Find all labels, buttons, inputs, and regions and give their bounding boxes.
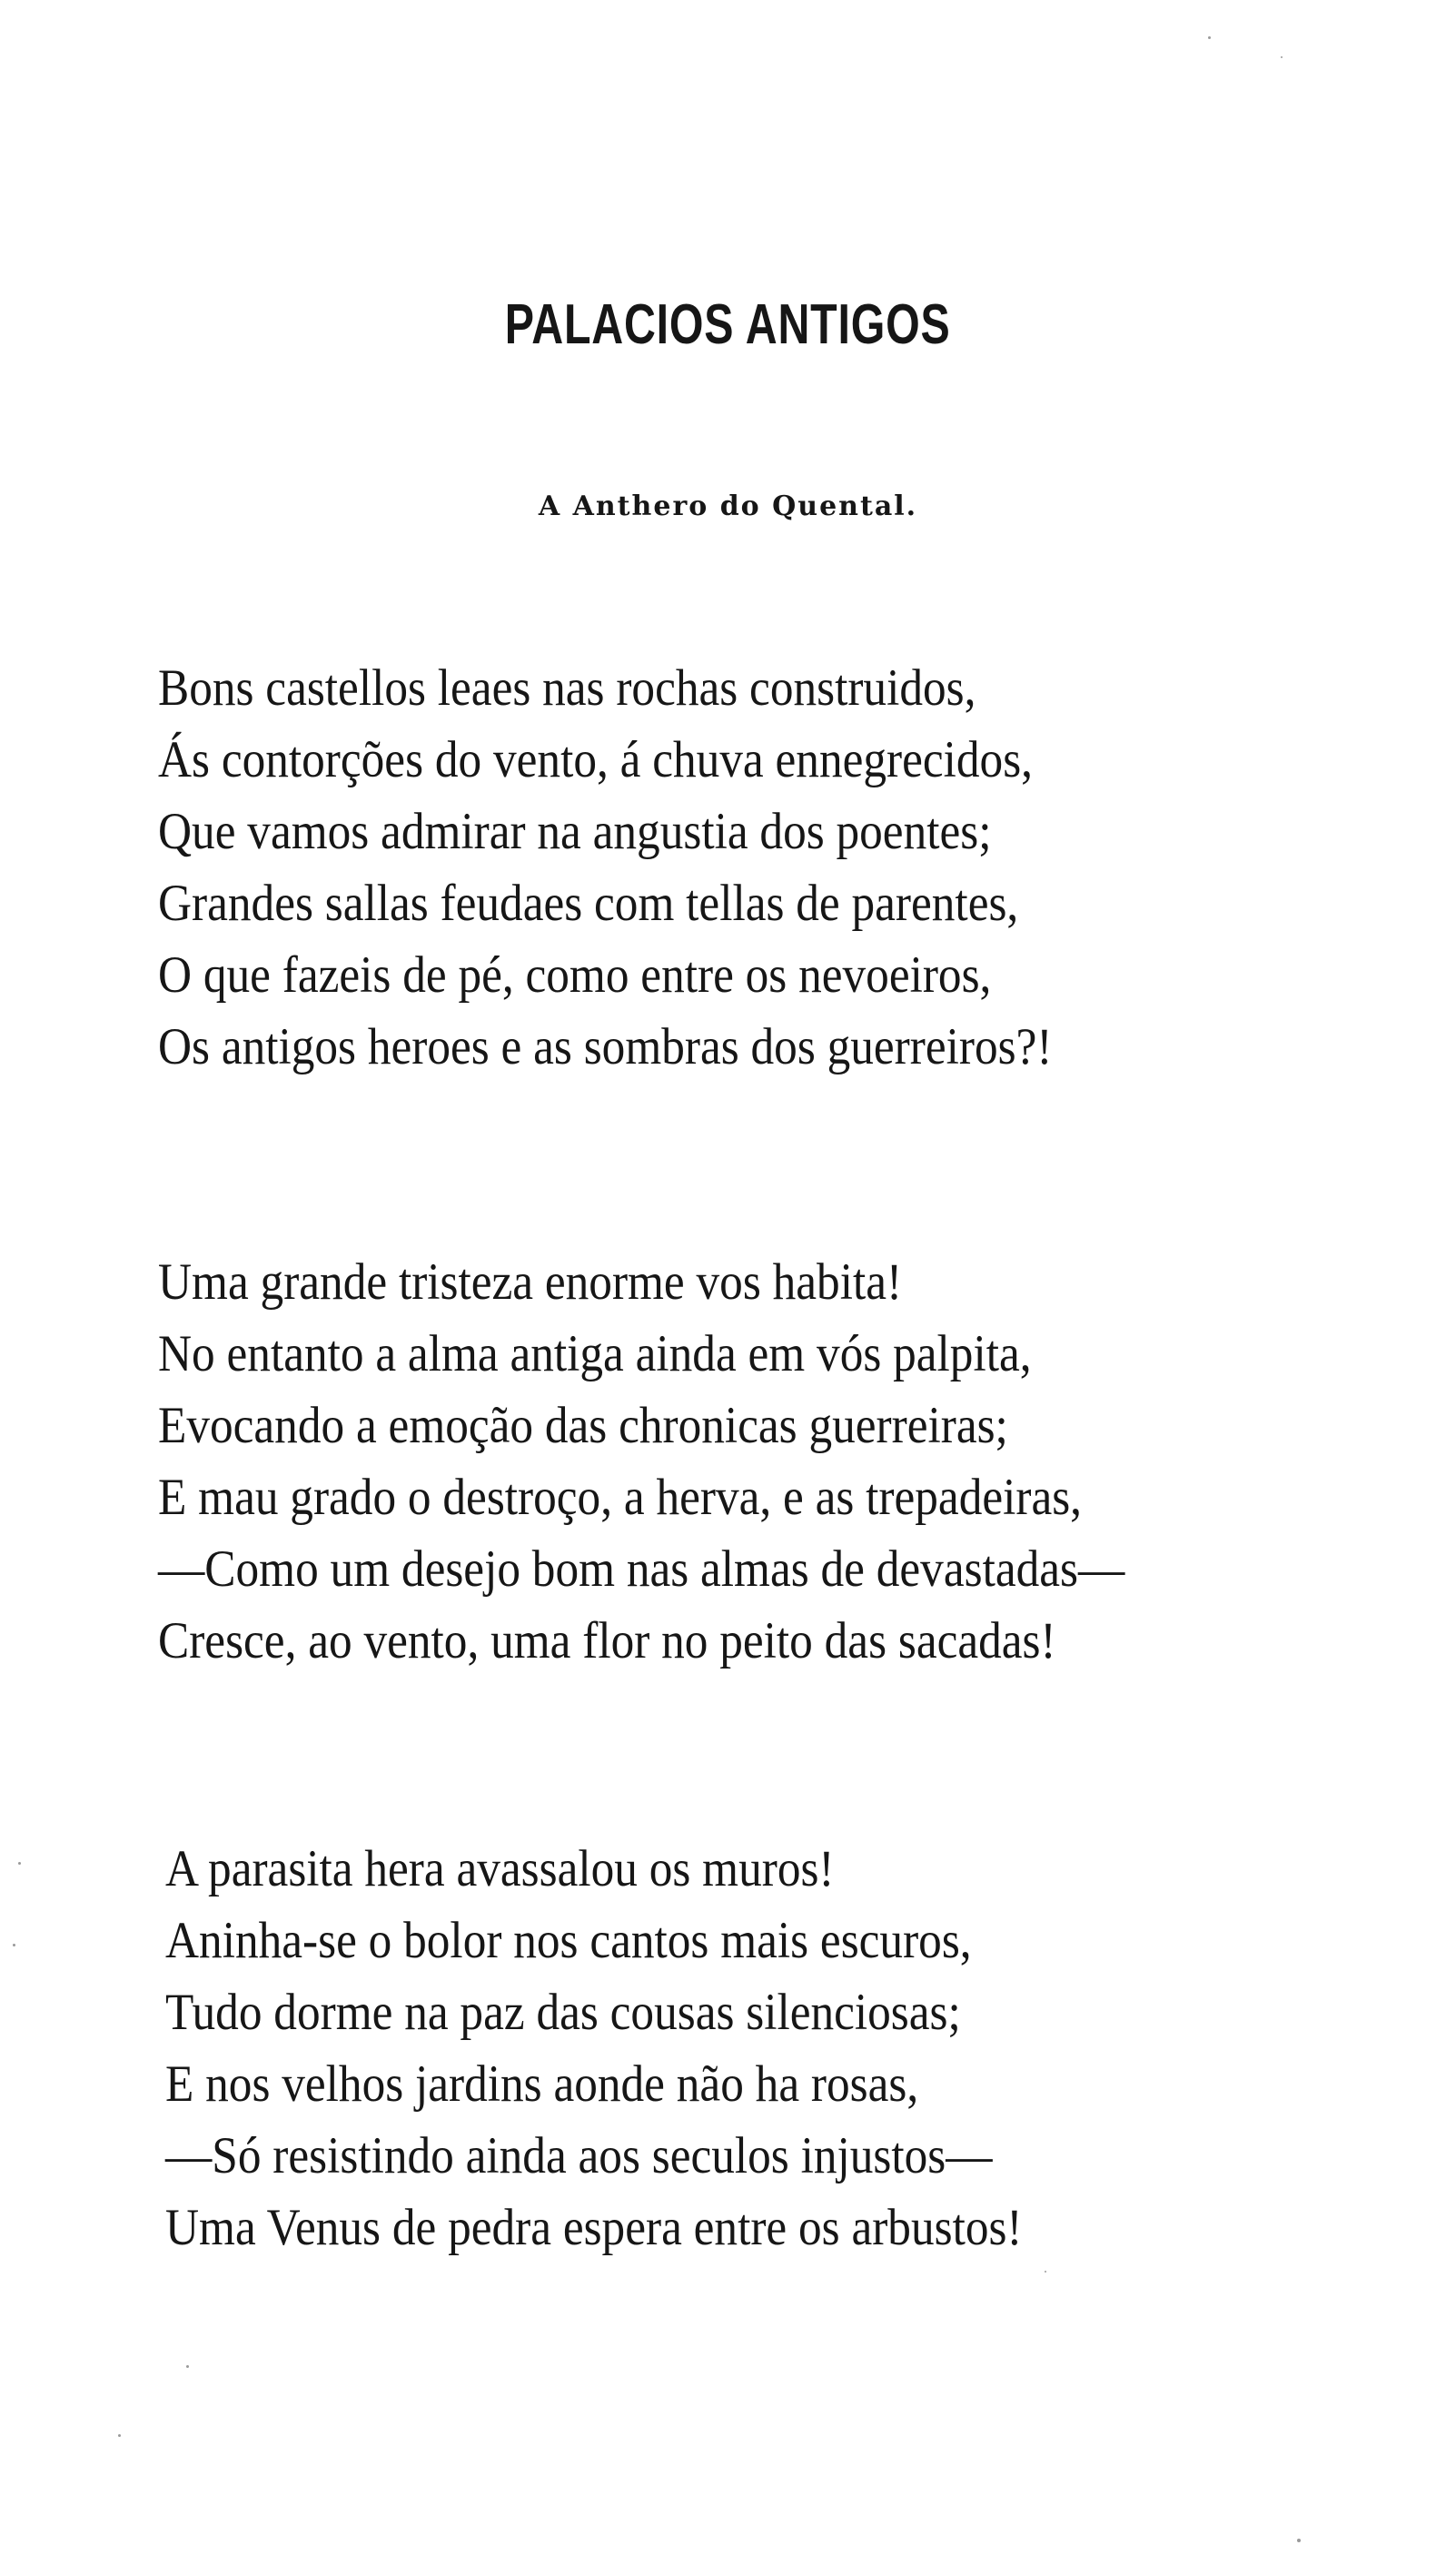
scan-speck — [1297, 2539, 1301, 2542]
verse-line: Bons castellos leaes nas rochas construidos, — [158, 659, 976, 717]
stanza-2 — [158, 1246, 1233, 1677]
stanza-3 — [165, 1833, 1117, 2263]
verse-line: Que vamos admirar na angustia dos poentes; — [158, 803, 992, 860]
scan-speck — [186, 2365, 189, 2368]
verse-line: Grandes sallas feudaes com tellas de parentes, — [158, 875, 1019, 932]
verse-line: Tudo dorme na paz das cousas silenciosas; — [165, 1984, 961, 2041]
stanza-1 — [158, 652, 1152, 1083]
scan-speck — [1281, 56, 1283, 58]
poem-title: PALACIOS ANTIGOS — [504, 293, 951, 356]
verse-line: A parasita hera avassalou os muros! — [165, 1840, 835, 1897]
verse-line: No entanto a alma antiga ainda em vós palpita, — [158, 1325, 1032, 1382]
verse-line: Evocando a emoção das chronicas guerreiras; — [158, 1397, 1008, 1454]
verse-line: Cresce, ao vento, uma flor no peito das sacadas! — [158, 1612, 1056, 1669]
verse-line: Os antigos heroes e as sombras dos guerreiros?! — [158, 1018, 1053, 1075]
verse-line: Uma grande tristeza enorme vos habita! — [158, 1253, 903, 1311]
verse-line: O que fazeis de pé, como entre os nevoeiros, — [158, 946, 992, 1004]
verse-line: Uma Venus de pedra espera entre os arbustos! — [165, 2199, 1023, 2256]
scan-speck — [118, 2434, 121, 2437]
verse-line: Ás contorções do vento, á chuva ennegrecidos, — [158, 731, 1033, 788]
verse-line: —Como um desejo bom nas almas de devastadas— — [158, 1540, 1125, 1598]
verse-line: —Só resistindo ainda aos seculos injustos— — [165, 2127, 993, 2184]
scan-speck — [1045, 2271, 1046, 2273]
verse-line: E nos velhos jardins aonde não ha rosas, — [165, 2055, 919, 2113]
dedication: A Anthero do Quental. — [538, 490, 918, 522]
scan-speck — [1208, 36, 1211, 39]
verse-line: E mau grado o destroço, a herva, e as trepadeiras, — [158, 1469, 1083, 1526]
scan-speck — [18, 1862, 21, 1865]
scan-speck — [13, 1944, 15, 1946]
verse-line: Aninha-se o bolor nos cantos mais escuros, — [165, 1912, 972, 1969]
